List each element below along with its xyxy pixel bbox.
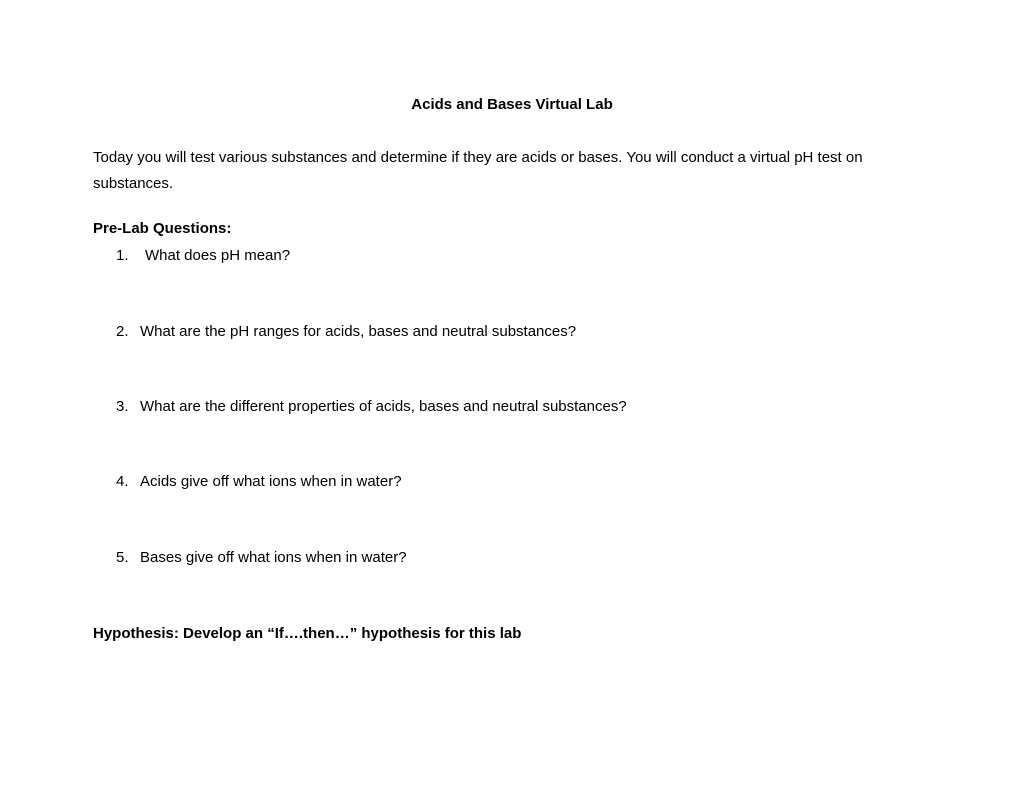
intro-paragraph: Today you will test various substances and determine if they are acids or bases. You will conduct a virtual pH test on substances. xyxy=(93,149,863,192)
question-number: 2. xyxy=(116,323,129,340)
question-number: 4. xyxy=(116,473,129,490)
question-text: What does pH mean? xyxy=(145,247,291,264)
question-item xyxy=(116,322,576,342)
question-number: 5. xyxy=(116,549,129,566)
prelab-heading: Pre-Lab Questions: xyxy=(93,220,232,237)
question-number: 1. xyxy=(116,247,129,264)
question-text: Bases give off what ions when in water? xyxy=(140,549,407,566)
question-text: What are the different properties of acids, bases and neutral substances? xyxy=(140,398,627,415)
question-item xyxy=(116,397,627,417)
question-text: Acids give off what ions when in water? xyxy=(140,473,402,490)
question-item xyxy=(116,548,407,568)
document-title: Acids and Bases Virtual Lab xyxy=(411,96,613,113)
hypothesis-prompt: Hypothesis: Develop an “If….then…” hypothesis for this lab xyxy=(93,625,522,642)
question-number: 3. xyxy=(116,398,129,415)
question-text: What are the pH ranges for acids, bases and neutral substances? xyxy=(140,323,577,340)
question-item xyxy=(116,246,290,266)
question-item xyxy=(116,472,402,492)
